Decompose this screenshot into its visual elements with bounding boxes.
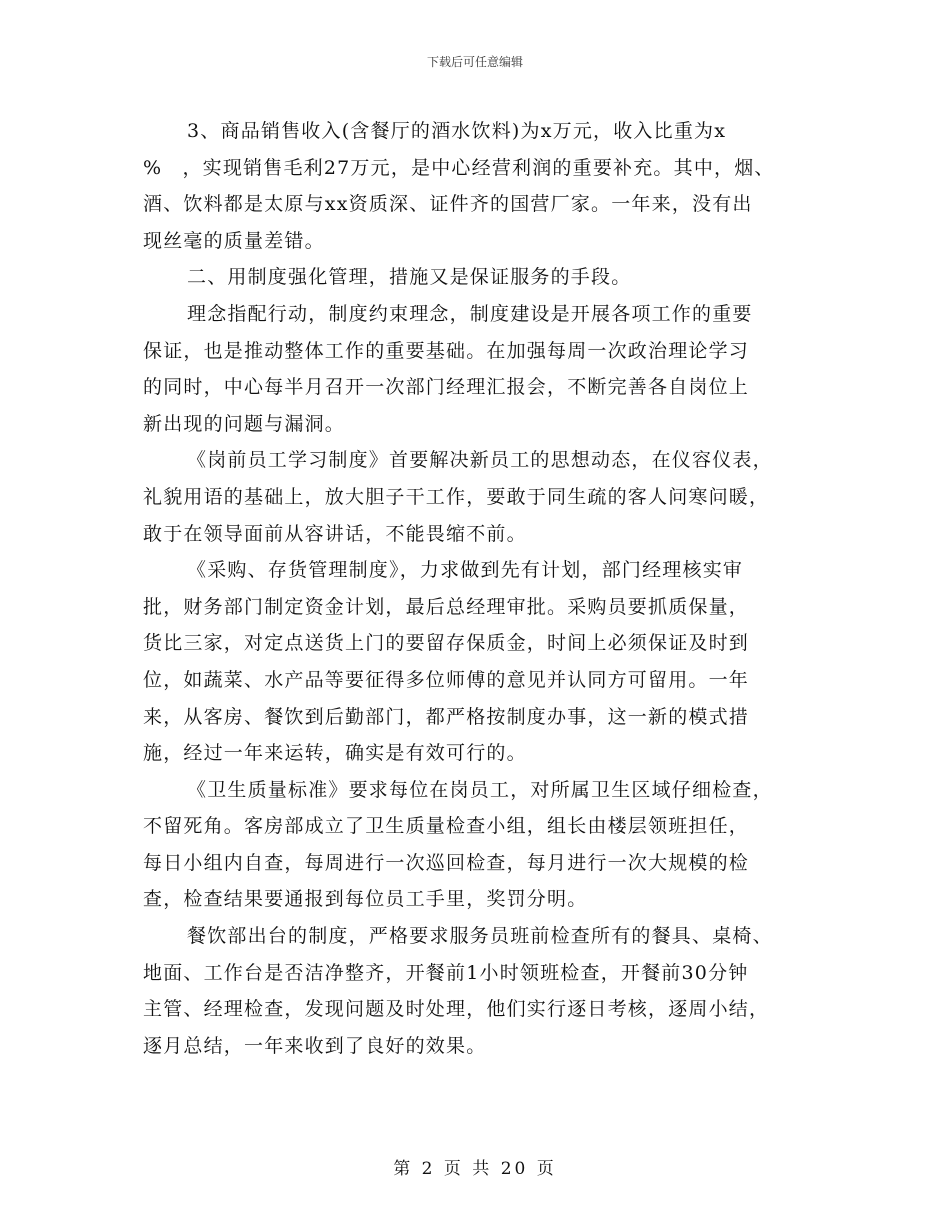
page-header: 下载后可任意编辑 [426,55,523,69]
text-line: 现丝毫的质量差错。 [143,229,325,252]
text-line: 来，从客房、餐饮到后勤部门，都严格按制度办事，这一新的模式措 [143,705,750,728]
text-line: 逐月总结，一年来收到了良好的效果。 [143,1034,487,1057]
text-line: 批，财务部门制定资金计划，最后总经理审批。采购员要抓质保量， [143,595,750,618]
text-line: 敢于在领导面前从容讲话，不能畏缩不前。 [143,522,527,545]
text-line: % ，实现销售毛利27万元，是中心经营利润的重要补充。其中，烟、 [143,156,775,179]
text-line: 货比三家，对定点送货上门的要留存保质金，时间上必须保证及时到 [143,632,750,655]
text-line: 位，如蔬菜、水产品等要征得多位师傅的意见并认同方可留用。一年 [143,668,750,691]
page-number: 第 2 页 共 20 页 [393,1159,557,1179]
text-line: 《卫生质量标准》要求每位在岗员工，对所属卫生区域仔细检查， [187,778,773,801]
text-line: 《岗前员工学习制度》首要解决新员工的思想动态，在仪容仪表， [187,449,773,472]
text-line: 理念指配行动，制度约束理念，制度建设是开展各项工作的重要 [187,302,753,325]
text-line: 查，检查结果要通报到每位员工手里，奖罚分明。 [143,888,588,911]
text-line: 不留死角。客房部成立了卫生质量检查小组，组长由楼层领班担任， [143,815,750,838]
text-line: 酒、饮料都是太原与xx资质深、证件齐的国营厂家。一年来，没有出 [143,193,753,216]
text-line: 餐饮部出台的制度，严格要求服务员班前检查所有的餐具、桌椅、 [187,925,773,948]
document-body [143,113,811,1064]
text-line: 保证，也是推动整体工作的重要基础。在加强每周一次政治理论学习 [143,339,750,362]
text-line: 《采购、存货管理制度》，力求做到先有计划，部门经理核实审 [187,559,744,582]
text-line: 主管、经理检查，发现问题及时处理，他们实行逐日考核，逐周小结， [143,998,770,1021]
text-line: 礼貌用语的基础上，放大胆子干工作，要敢于同生疏的客人问寒问暖， [143,485,770,508]
text-line: 的同时，中心每半月召开一次部门经理汇报会，不断完善各自岗位上 [143,376,750,399]
text-line: 施，经过一年来运转，确实是有效可行的。 [143,742,527,765]
text-line: 地面、工作台是否洁净整齐，开餐前1小时领班检查，开餐前30分钟 [143,961,749,984]
section-heading: 二、用制度强化管理，措施又是保证服务的手段。 [187,266,632,289]
text-line: 新出现的问题与漏洞。 [143,412,346,435]
text-line: 每日小组内自查，每周进行一次巡回检查，每月进行一次大规模的检 [143,851,750,874]
text-line: 3、商品销售收入(含餐厅的酒水饮料)为x万元，收入比重为x [187,120,727,142]
